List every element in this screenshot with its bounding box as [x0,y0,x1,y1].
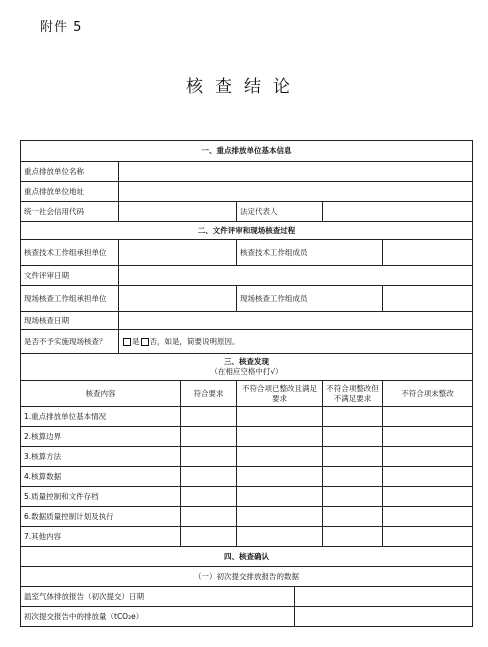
check-cell[interactable] [181,427,237,447]
unit-name-row [21,162,473,182]
unit-name-label: 重点排放单位名称 [21,162,119,182]
section2-heading-row [21,222,473,240]
unit-name-field[interactable] [119,162,473,182]
check-cell[interactable] [323,507,383,527]
site-date-label: 现场核查日期 [21,312,119,330]
site-date-field[interactable] [119,312,473,330]
doc-review-date-row [21,266,473,286]
col-header-content: 核查内容 [21,381,181,407]
check-cell[interactable] [383,427,473,447]
check-cell[interactable] [383,407,473,427]
finding-label: 5.质量控制和文件存档 [21,487,181,507]
legal-rep-label: 法定代表人 [237,202,323,222]
check-cell[interactable] [383,467,473,487]
tech-members-field[interactable] [383,240,473,266]
check-cell[interactable] [181,407,237,427]
initial-emissions-field[interactable] [295,607,473,627]
col-header-compliant: 符合要求 [181,381,237,407]
section1-heading: 一、重点排放单位基本信息 [21,141,473,162]
finding-label: 4.核算数据 [21,467,181,487]
check-cell[interactable] [323,407,383,427]
check-cell[interactable] [323,487,383,507]
no-site-options [119,330,473,354]
section2-heading: 二、文件评审和现场核查过程 [21,222,473,240]
report-submit-date-field[interactable] [295,587,473,607]
col-header-rectified-ok: 不符合项已整改且满足要求 [237,381,323,407]
check-cell[interactable] [181,447,237,467]
tech-org-label: 核查技术工作组承担单位 [21,240,119,266]
unit-address-field[interactable] [119,182,473,202]
check-cell[interactable] [181,467,237,487]
table-row [21,527,473,547]
check-cell[interactable] [181,527,237,547]
initial-emissions-row [21,607,473,627]
tech-org-field[interactable] [119,240,237,266]
no-site-check-row [21,330,473,354]
initial-emissions-label: 初次提交报告中的排放量（tCO₂e） [21,607,295,627]
finding-label: 6.数据质量控制计划及执行 [21,507,181,527]
attachment-number: 附件 5 [40,20,83,35]
yes-checkbox[interactable] [123,338,131,346]
table-row [21,487,473,507]
check-cell[interactable] [237,427,323,447]
doc-review-date-label: 文件评审日期 [21,266,119,286]
report-submit-date-row [21,587,473,607]
section3-heading-row [21,354,473,381]
no-site-label: 是否不予实施现场核查？ [21,330,119,354]
table-row [21,467,473,487]
section4-subheading-row [21,567,473,587]
section4-heading: 四、核查确认 [21,547,473,567]
col-header-not-rectified: 不符合项未整改 [383,381,473,407]
findings-header-row [21,381,473,407]
report-submit-date-label: 温室气体排放报告（初次提交）日期 [21,587,295,607]
check-cell[interactable] [237,467,323,487]
tech-team-row [21,240,473,266]
section1-heading-row [21,141,473,162]
check-cell[interactable] [181,487,237,507]
credit-code-field[interactable] [119,202,237,222]
site-team-row [21,286,473,312]
finding-label: 7.其他内容 [21,527,181,547]
section3-note: （在相应空格中打√） [210,367,283,376]
doc-review-date-field[interactable] [119,266,473,286]
check-cell[interactable] [323,447,383,467]
finding-label: 3.核算方法 [21,447,181,467]
site-members-label: 现场核查工作组成员 [237,286,383,312]
tech-members-label: 核查技术工作组成员 [237,240,383,266]
no-option-label: 否，如是，简要说明原因。 [149,336,240,346]
check-cell[interactable] [383,487,473,507]
check-cell[interactable] [383,527,473,547]
page-title: 核查结论 [186,77,302,97]
credit-code-label: 统一社会信用代码 [21,202,119,222]
check-cell[interactable] [237,527,323,547]
section4-subheading: （一）初次提交排放报告的数据 [21,567,473,587]
check-cell[interactable] [383,447,473,467]
col-header-rectified-not-ok: 不符合项整改但不满足要求 [323,381,383,407]
credit-code-row [21,202,473,222]
check-cell[interactable] [181,507,237,527]
section3-title: 三、核查发现 [224,357,270,366]
finding-label: 2.核算边界 [21,427,181,447]
section4-heading-row [21,547,473,567]
yes-option-label: 是 [132,336,140,346]
section3-heading [21,354,473,381]
check-cell[interactable] [237,487,323,507]
check-cell[interactable] [323,467,383,487]
table-row [21,447,473,467]
finding-label: 1.重点排放单位基本情况 [21,407,181,427]
check-cell[interactable] [237,507,323,527]
check-cell[interactable] [323,527,383,547]
site-members-field[interactable] [383,286,473,312]
table-row [21,427,473,447]
site-org-field[interactable] [119,286,237,312]
check-cell[interactable] [383,507,473,527]
unit-address-row [21,182,473,202]
unit-address-label: 重点排放单位地址 [21,182,119,202]
verification-conclusion-form [20,140,473,627]
no-checkbox[interactable] [141,338,149,346]
table-row [21,407,473,427]
site-org-label: 现场核查工作组承担单位 [21,286,119,312]
site-date-row [21,312,473,330]
check-cell[interactable] [237,447,323,467]
legal-rep-field[interactable] [323,202,473,222]
check-cell[interactable] [237,407,323,427]
check-cell[interactable] [323,427,383,447]
table-row [21,507,473,527]
